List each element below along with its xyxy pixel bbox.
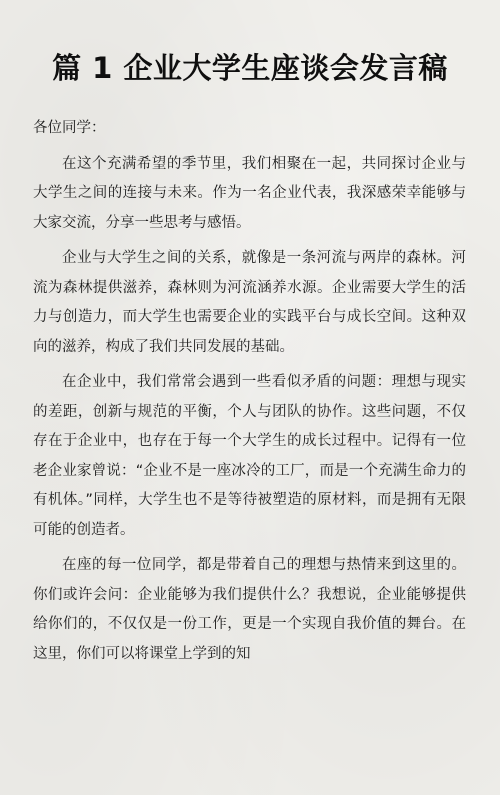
paragraph-3: 在企业中，我们常常会遇到一些看似矛盾的问题：理想与现实的差距，创新与规范的平衡，个人与团队的协作。这些问题，不仅存在于企业中，也存在于每一个大学生的成长过程中。记得有一位老企业家曾说：“企业不是一座冰冷的工厂，而是一个充满生命力的有机体。”同样，大学生也不是等待被塑造的原材料，而是拥有无限可能的创造者。 <box>33 374 466 538</box>
paragraph-1: 在这个充满希望的季节里，我们相聚在一起，共同探讨企业与大学生之间的连接与未来。作为一名企业代表，我深感荣幸能够与大家交流，分享一些思考与感悟。 <box>33 155 466 231</box>
document-title: 篇 1 企业大学生座谈会发言稿 <box>52 51 448 85</box>
paragraph-4: 在座的每一位同学，都是带着自己的理想与热情来到这里的。你们或许会问：企业能够为我们提供什么？我想说，企业能够提供给你们的，不仅仅是一份工作，更是一个实现自我价值的舞台。在这里，你们可以将课堂上学到的知 <box>33 557 466 662</box>
document-body <box>33 114 466 675</box>
salutation: 各位同学： <box>33 120 106 136</box>
paragraph-2: 企业与大学生之间的关系，就像是一条河流与两岸的森林。河流为森林提供滋养，森林则为河流涵养水源。企业需要大学生的活力与创造力，而大学生也需要企业的实践平台与成长空间。这种双向的滋养，构成了我们共同发展的基础。 <box>33 250 466 355</box>
